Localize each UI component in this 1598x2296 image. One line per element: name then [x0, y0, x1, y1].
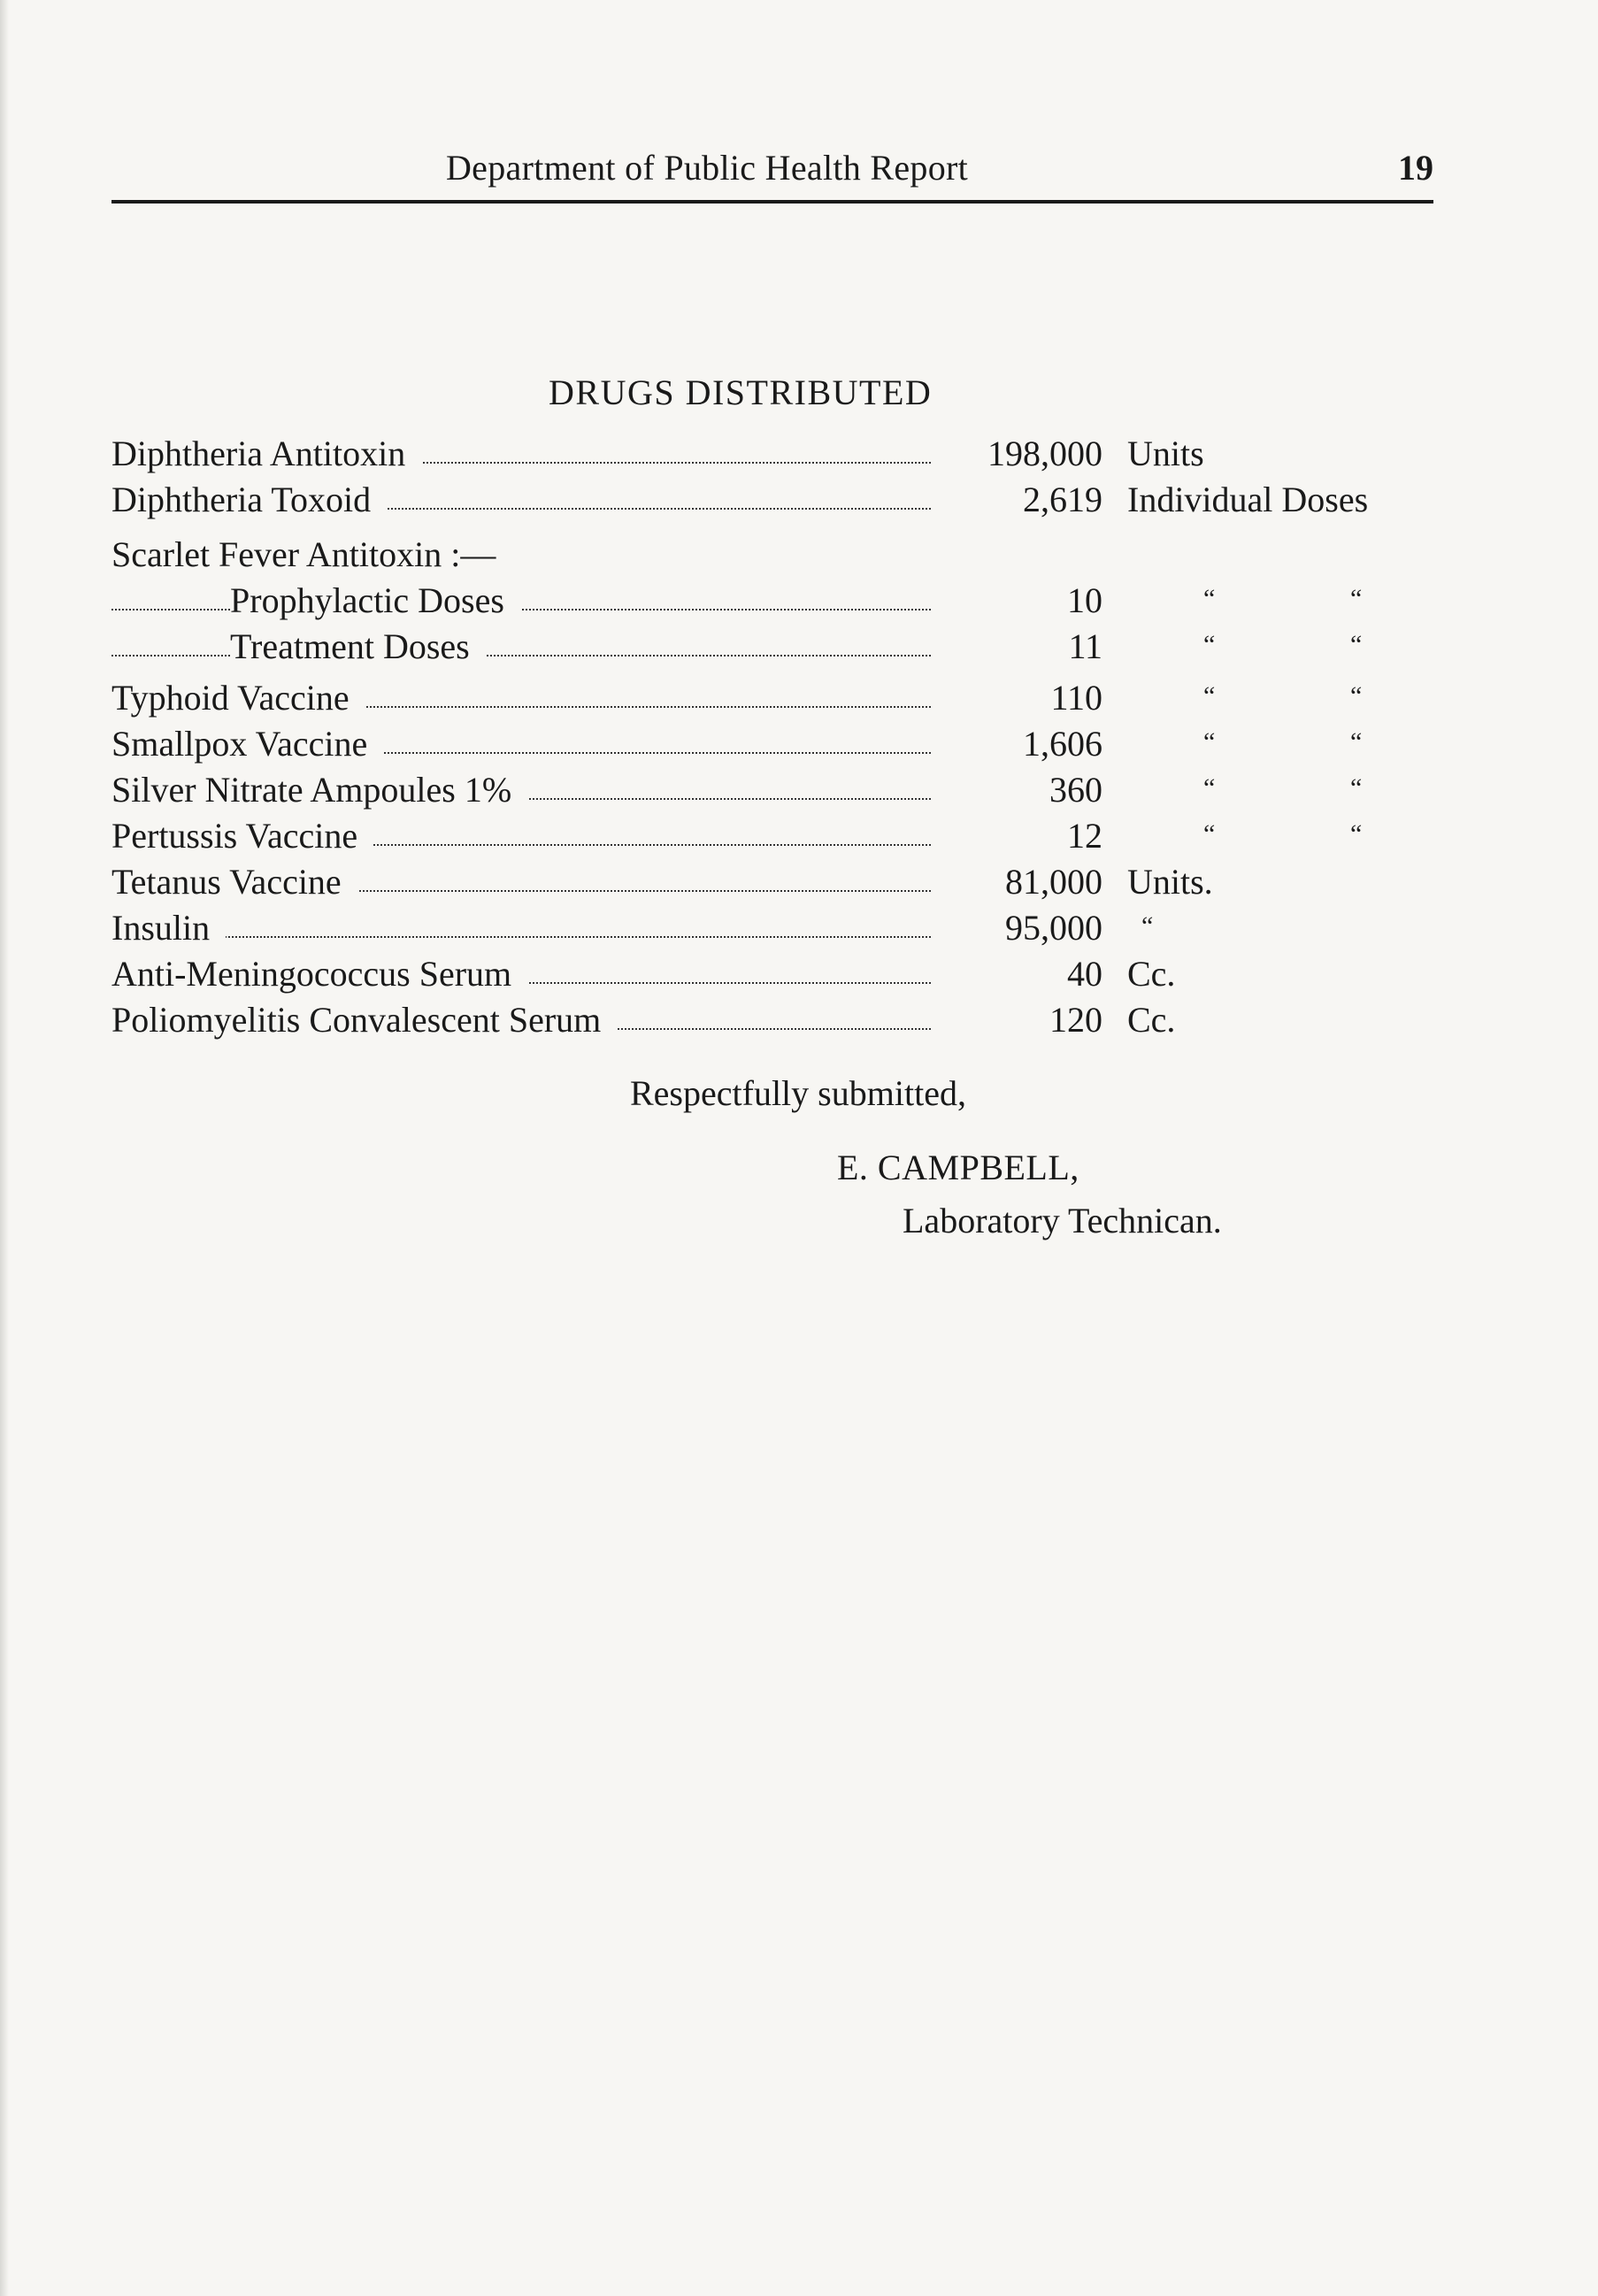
list-item	[111, 579, 1492, 623]
drug-quantity: 10	[1067, 580, 1102, 620]
header-rule	[111, 200, 1433, 203]
ditto-mark: “	[1350, 773, 1363, 802]
section-title: DRUGS DISTRIBUTED	[549, 372, 933, 412]
drug-name: Diphtheria Antitoxin	[111, 432, 421, 476]
drug-name: Silver Nitrate Ampoules 1%	[111, 768, 527, 812]
drug-quantity: 110	[1050, 678, 1102, 718]
list-item	[111, 814, 1492, 858]
header-title: Department of Public Health Report	[446, 148, 969, 188]
closing-salutation: Respectfully submitted,	[630, 1073, 966, 1113]
list-item	[111, 722, 1492, 766]
drug-quantity: 40	[1067, 954, 1102, 994]
drug-name: Anti-Meningococcus Serum	[111, 952, 527, 996]
drug-unit: Individual Doses	[1127, 480, 1369, 519]
drug-group-name: Scarlet Fever Antitoxin :—	[111, 533, 511, 577]
list-item	[111, 998, 1492, 1042]
page-edge-shadow	[0, 0, 9, 2296]
drug-name: Smallpox Vaccine	[111, 722, 383, 766]
drug-quantity: 12	[1067, 816, 1102, 856]
list-item	[111, 860, 1492, 904]
drug-quantity: 360	[1049, 770, 1102, 810]
drug-quantity: 95,000	[1005, 908, 1102, 948]
drug-quantity: 198,000	[987, 434, 1102, 473]
ditto-mark: “	[1350, 681, 1363, 710]
signer-title: Laboratory Technican.	[903, 1201, 1222, 1240]
list-item	[111, 478, 1492, 522]
drug-name: Poliomyelitis Convalescent Serum	[111, 998, 617, 1042]
list-group-heading	[111, 533, 1492, 577]
drug-unit: Units	[1127, 434, 1204, 473]
drug-unit: Cc.	[1127, 1000, 1176, 1040]
ditto-mark: “	[1350, 727, 1363, 756]
list-item	[111, 906, 1492, 950]
list-item	[111, 432, 1492, 476]
drug-unit: Units.	[1127, 862, 1213, 902]
drug-name: Prophylactic Doses	[230, 579, 520, 623]
dot-leader	[111, 936, 931, 938]
running-header	[111, 142, 1433, 203]
ditto-mark: “	[1350, 584, 1363, 613]
ditto-mark: “	[1141, 911, 1154, 941]
drug-quantity: 2,619	[1023, 480, 1102, 519]
list-item	[111, 625, 1492, 669]
drug-name: Diphtheria Toxoid	[111, 478, 387, 522]
drug-quantity: 11	[1068, 626, 1102, 666]
drug-quantity: 120	[1049, 1000, 1102, 1040]
list-item	[111, 952, 1492, 996]
signer-name: E. CAMPBELL,	[837, 1148, 1079, 1187]
list-item	[111, 768, 1492, 812]
drug-unit: Cc.	[1127, 954, 1176, 994]
page-number: 19	[1398, 148, 1433, 188]
ditto-mark: “	[1350, 819, 1363, 849]
drug-name: Insulin	[111, 906, 226, 950]
drug-name: Treatment Doses	[230, 625, 486, 669]
ditto-mark: “	[1203, 630, 1216, 659]
drug-quantity: 1,606	[1023, 724, 1102, 764]
ditto-mark: “	[1203, 681, 1216, 710]
ditto-mark: “	[1203, 773, 1216, 802]
drug-quantity: 81,000	[1005, 862, 1102, 902]
drug-name: Tetanus Vaccine	[111, 860, 357, 904]
drug-name: Pertussis Vaccine	[111, 814, 373, 858]
ditto-mark: “	[1203, 819, 1216, 849]
ditto-mark: “	[1203, 584, 1216, 613]
list-item	[111, 676, 1492, 720]
ditto-mark: “	[1203, 727, 1216, 756]
ditto-mark: “	[1350, 630, 1363, 659]
drug-name: Typhoid Vaccine	[111, 676, 365, 720]
